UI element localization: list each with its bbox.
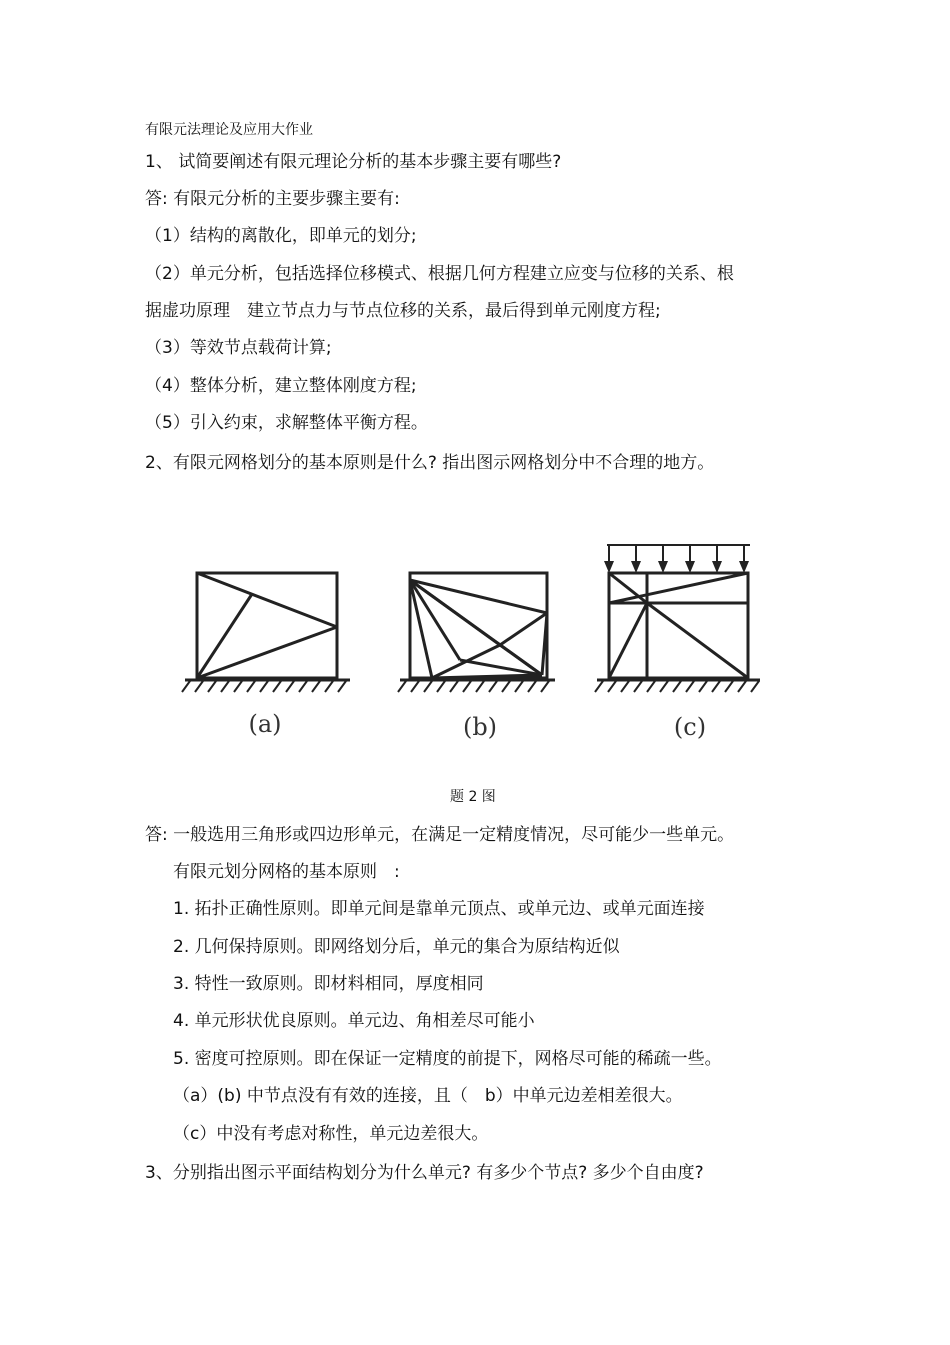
question-1: 1、 试简要阐述有限元理论分析的基本步骤主要有哪些?	[145, 152, 562, 172]
mesh-a	[182, 573, 350, 692]
answer-2-intro: 答: 一般选用三角形或四边形单元，在满足一定精度情况，尽可能少一些单元。	[145, 825, 735, 845]
load-arrows	[604, 561, 749, 573]
figure-label-c: (c)	[673, 713, 707, 741]
question-3: 3、分别指出图示平面结构划分为什么单元? 有多少个节点? 多少个自由度?	[145, 1163, 704, 1183]
principle-item: 3. 特性一致原则。即材料相同，厚度相同	[173, 974, 484, 994]
answer-1-step: （4）整体分析，建立整体刚度方程;	[145, 376, 417, 396]
figure-label-b: (b)	[462, 713, 498, 741]
answer-1-step: （3）等效节点载荷计算;	[145, 338, 332, 358]
document-title: 有限元法理论及应用大作业	[145, 122, 313, 138]
answer-1-intro: 答: 有限元分析的主要步骤主要有:	[145, 189, 400, 209]
remark-item: （a）(b) 中节点没有有效的连接，且（ b）中单元边差相差很大。	[173, 1086, 683, 1106]
question-2: 2、有限元网格划分的基本原则是什么? 指出图示网格划分中不合理的地方。	[145, 453, 715, 473]
principles-heading: 有限元划分网格的基本原则 :	[173, 862, 400, 882]
principle-item: 1. 拓扑正确性原则。即单元间是靠单元顶点、或单元边、或单元面连接	[173, 899, 705, 919]
mesh-figure	[170, 535, 770, 750]
answer-1-step: （5）引入约束，求解整体平衡方程。	[145, 413, 428, 433]
answer-1-step: 据虚功原理 建立节点力与节点位移的关系，最后得到单元刚度方程;	[145, 301, 661, 321]
figure-caption: 题 2 图	[450, 789, 496, 805]
figure-label-a: (a)	[248, 710, 282, 738]
mesh-c	[595, 545, 760, 692]
answer-1-step: （1）结构的离散化，即单元的划分;	[145, 226, 417, 246]
principle-item: 5. 密度可控原则。即在保证一定精度的前提下，网格尽可能的稀疏一些。	[173, 1049, 722, 1069]
mesh-b	[398, 573, 555, 692]
remark-item: （c）中没有考虑对称性，单元边差很大。	[173, 1124, 489, 1144]
principle-item: 4. 单元形状优良原则。单元边、角相差尽可能小	[173, 1011, 535, 1031]
principle-item: 2. 几何保持原则。即网络划分后，单元的集合为原结构近似	[173, 937, 620, 957]
answer-1-step: （2）单元分析，包括选择位移模式、根据几何方程建立应变与位移的关系、根	[145, 264, 734, 284]
